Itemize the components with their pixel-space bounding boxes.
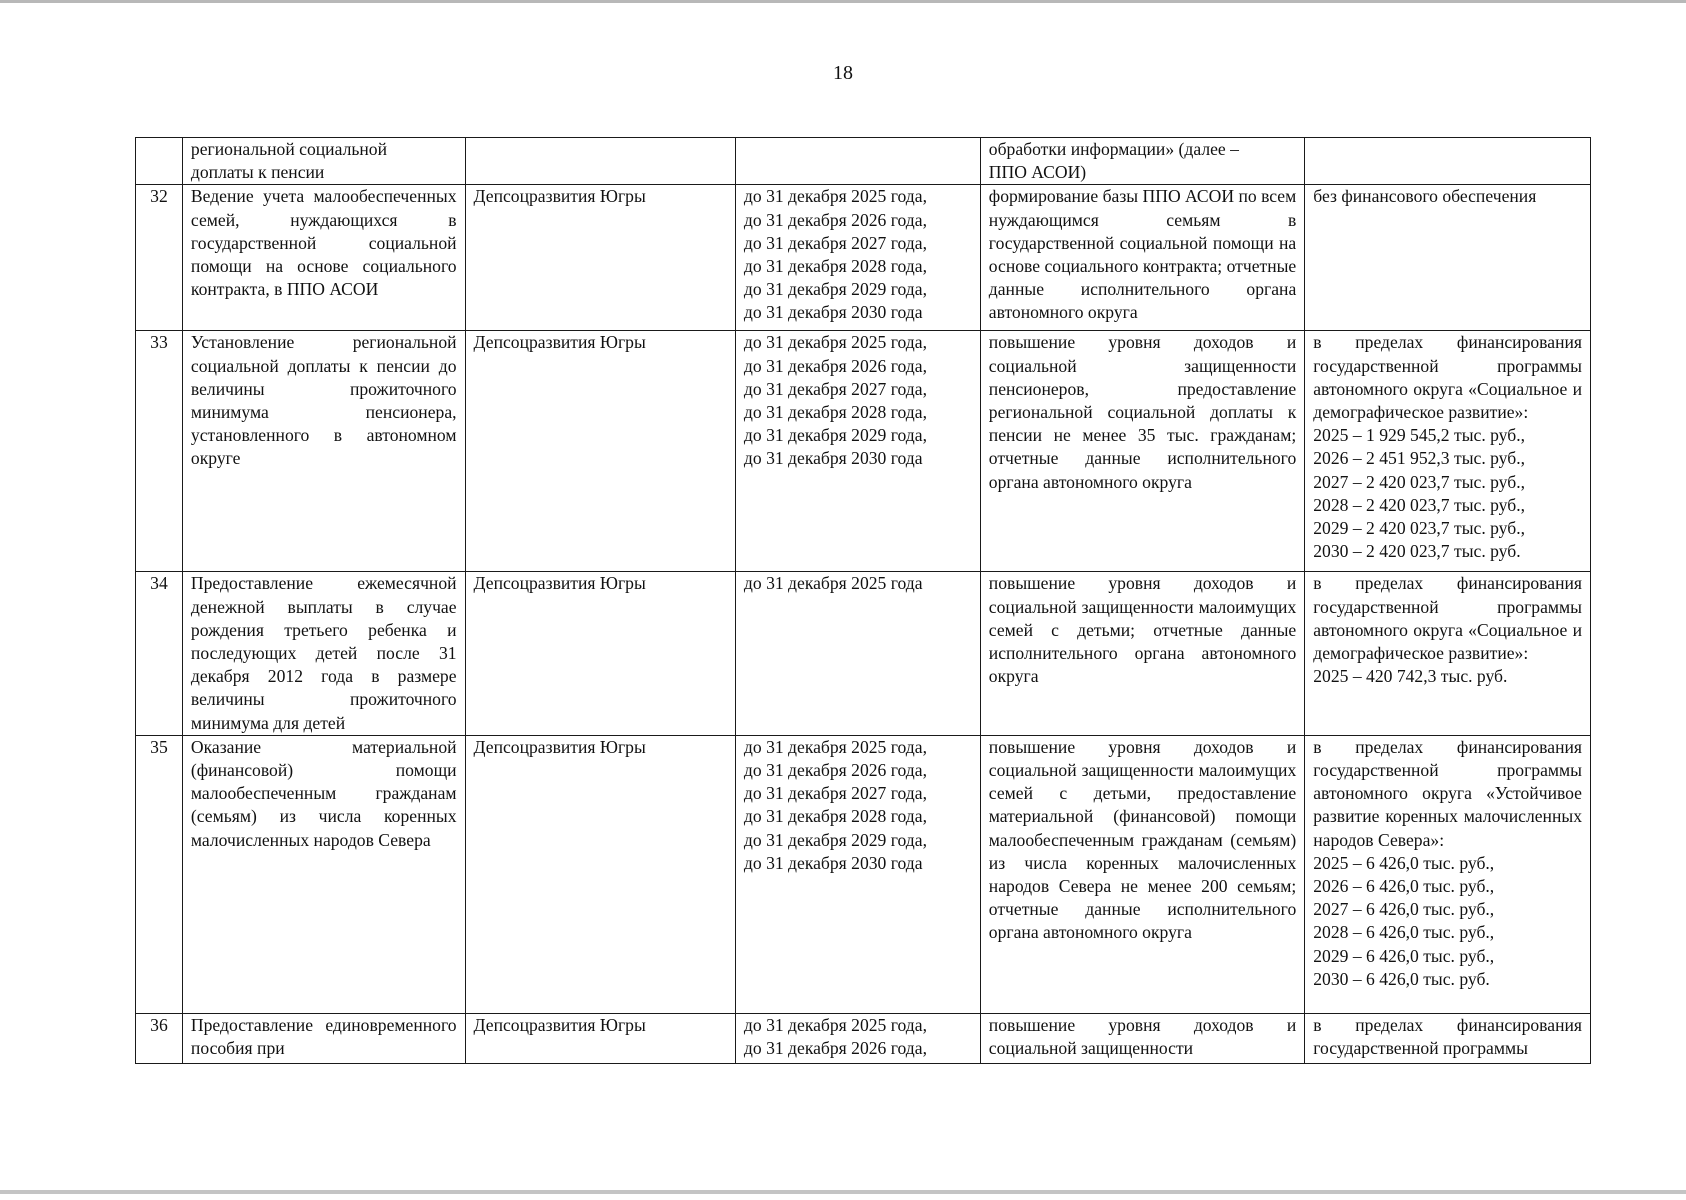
table-row [136, 1013, 1591, 1063]
term-line: до 31 декабря 2026 года, [743, 760, 927, 781]
term-cell [735, 572, 980, 735]
table-row [136, 185, 1591, 331]
executor-cell: Депсоцразвития Югры [465, 331, 735, 572]
financing-line: 2025 – 420 742,3 тыс. руб. [1313, 666, 1508, 687]
measure-cell: Оказание материальной (финансовой) помощи малообеспеченным гражданам (семьям) из числа коренных малочисленных народов Севера [182, 735, 465, 1013]
financing-cell [1305, 1013, 1591, 1063]
row-number-cell [136, 138, 183, 185]
result-cell: повышение уровня доходов и социальной защищенности малоимущих семей с детьми; отчетные данные исполнительного органа автономного округа [980, 572, 1304, 735]
measure-cell: Предоставление единовременного пособия при [182, 1013, 465, 1063]
result-cell: формирование базы ППО АСОИ по всем нуждающимся семьям в государственной социальной помощи на основе социального контракта; отчетные данные исполнительного органа автономного округа [980, 185, 1304, 331]
measure-cell: Предоставление ежемесячной денежной выплаты в случае рождения третьего ребенка и последующих детей после 31 декабря 2012 года в размере величины прожиточного минимума для детей [182, 572, 465, 735]
financing-cell [1305, 735, 1591, 1013]
measure-line: региональной социальной [190, 139, 387, 159]
term-line: до 31 декабря 2028 года, [743, 402, 927, 423]
financing-line: без финансового обеспечения [1313, 186, 1537, 207]
term-line: до 31 декабря 2025 года [743, 573, 923, 594]
row-number: 36 [136, 1013, 183, 1063]
financing-cell [1305, 572, 1591, 735]
term-line: до 31 декабря 2026 года, [743, 1038, 927, 1059]
term-line: до 31 декабря 2027 года, [743, 783, 927, 804]
term-line: до 31 декабря 2030 года [743, 302, 923, 323]
financing-line: 2028 – 2 420 023,7 тыс. руб., [1313, 494, 1525, 515]
financing-cell [1305, 331, 1591, 572]
term-line: до 31 декабря 2025 года, [743, 332, 927, 353]
financing-line: 2030 – 2 420 023,7 тыс. руб. [1313, 541, 1521, 562]
row-number: 32 [136, 185, 183, 331]
financing-line: 2027 – 2 420 023,7 тыс. руб., [1313, 471, 1525, 492]
result-cell: повышение уровня доходов и социальной защищенности малоимущих семей с детьми, предоставление материальной (финансовой) помощи малообеспеченным гражданам (семьям) из числа коренных малочисленных народов Севера не менее 200 семьям; отчетные данные исполнительного органа автономного округа [980, 735, 1304, 1013]
financing-line: 2025 – 6 426,0 тыс. руб., [1313, 852, 1495, 873]
term-line: до 31 декабря 2027 года, [743, 232, 927, 253]
term-line: до 31 декабря 2029 года, [743, 425, 927, 446]
result-cell: повышение уровня доходов и социальной защищенности [980, 1013, 1304, 1063]
financing-line: в пределах финансирования государственной программы автономного округа «Социальное и демографическое развитие»: [1313, 573, 1582, 664]
financing-line: 2029 – 6 426,0 тыс. руб., [1313, 945, 1495, 966]
financing-line: 2025 – 1 929 545,2 тыс. руб., [1313, 425, 1525, 446]
term-line: до 31 декабря 2030 года [743, 852, 923, 873]
financing-line: 2027 – 6 426,0 тыс. руб., [1313, 899, 1495, 920]
financing-line: в пределах финансирования государственной программы [1313, 1014, 1582, 1059]
term-cell [735, 138, 980, 185]
financing-line: 2028 – 6 426,0 тыс. руб., [1313, 922, 1495, 943]
term-line: до 31 декабря 2028 года, [743, 806, 927, 827]
executor-cell: Депсоцразвития Югры [465, 1013, 735, 1063]
page-number: 18 [833, 62, 853, 84]
measure-line: доплаты к пенсии [190, 162, 325, 183]
term-line: до 31 декабря 2026 года, [743, 355, 927, 376]
financing-line: 2026 – 2 451 952,3 тыс. руб., [1313, 448, 1525, 469]
table-row-continuation [136, 138, 1591, 185]
row-number: 35 [136, 735, 183, 1013]
term-line: до 31 декабря 2025 года, [743, 1014, 927, 1035]
measures-table [135, 137, 1591, 1064]
term-cell [735, 185, 980, 331]
executor-cell: Депсоцразвития Югры [465, 735, 735, 1013]
term-line: до 31 декабря 2030 года [743, 448, 923, 469]
measure-cell: Установление региональной социальной доплаты к пенсии до величины прожиточного минимума пенсионера, установленного в автономном округе [182, 331, 465, 572]
financing-cell [1305, 138, 1591, 185]
term-line: до 31 декабря 2026 года, [743, 209, 927, 230]
measure-cell: Ведение учета малообеспеченных семей, нуждающихся в государственной социальной помощи на основе социального контракта, в ППО АСОИ [182, 185, 465, 331]
result-line: ППО АСОИ) [988, 162, 1087, 183]
executor-cell: Депсоцразвития Югры [465, 572, 735, 735]
row-number: 34 [136, 572, 183, 735]
financing-line: 2026 – 6 426,0 тыс. руб., [1313, 876, 1495, 897]
measure-cell [182, 138, 465, 185]
term-line: до 31 декабря 2029 года, [743, 829, 927, 850]
table-row [136, 735, 1591, 1013]
result-line: обработки информации» (далее – [988, 139, 1239, 159]
financing-line: в пределах финансирования государственной программы автономного округа «Социальное и демографическое развитие»: [1313, 332, 1582, 423]
result-cell [980, 138, 1304, 185]
term-line: до 31 декабря 2027 года, [743, 378, 927, 399]
executor-cell: Депсоцразвития Югры [465, 185, 735, 331]
executor-cell [465, 138, 735, 185]
financing-line: в пределах финансирования государственной программы автономного округа «Устойчивое развитие коренных малочисленных народов Севера»: [1313, 736, 1582, 850]
term-line: до 31 декабря 2025 года, [743, 186, 927, 207]
term-cell [735, 1013, 980, 1063]
financing-line: 2029 – 2 420 023,7 тыс. руб., [1313, 518, 1525, 539]
financing-line: 2030 – 6 426,0 тыс. руб. [1313, 968, 1490, 989]
scan-edge-top [0, 0, 1686, 3]
term-line: до 31 декабря 2028 года, [743, 256, 927, 277]
term-cell [735, 735, 980, 1013]
table-row [136, 572, 1591, 735]
result-cell: повышение уровня доходов и социальной защищенности пенсионеров, предоставление региональной социальной доплаты к пенсии не менее 35 тыс. гражданам; отчетные данные исполнительного органа автономного округа [980, 331, 1304, 572]
financing-cell [1305, 185, 1591, 331]
scan-edge-bottom [0, 1190, 1686, 1194]
term-cell [735, 331, 980, 572]
row-number: 33 [136, 331, 183, 572]
term-line: до 31 декабря 2029 года, [743, 279, 927, 300]
table-row [136, 331, 1591, 572]
term-line: до 31 декабря 2025 года, [743, 736, 927, 757]
